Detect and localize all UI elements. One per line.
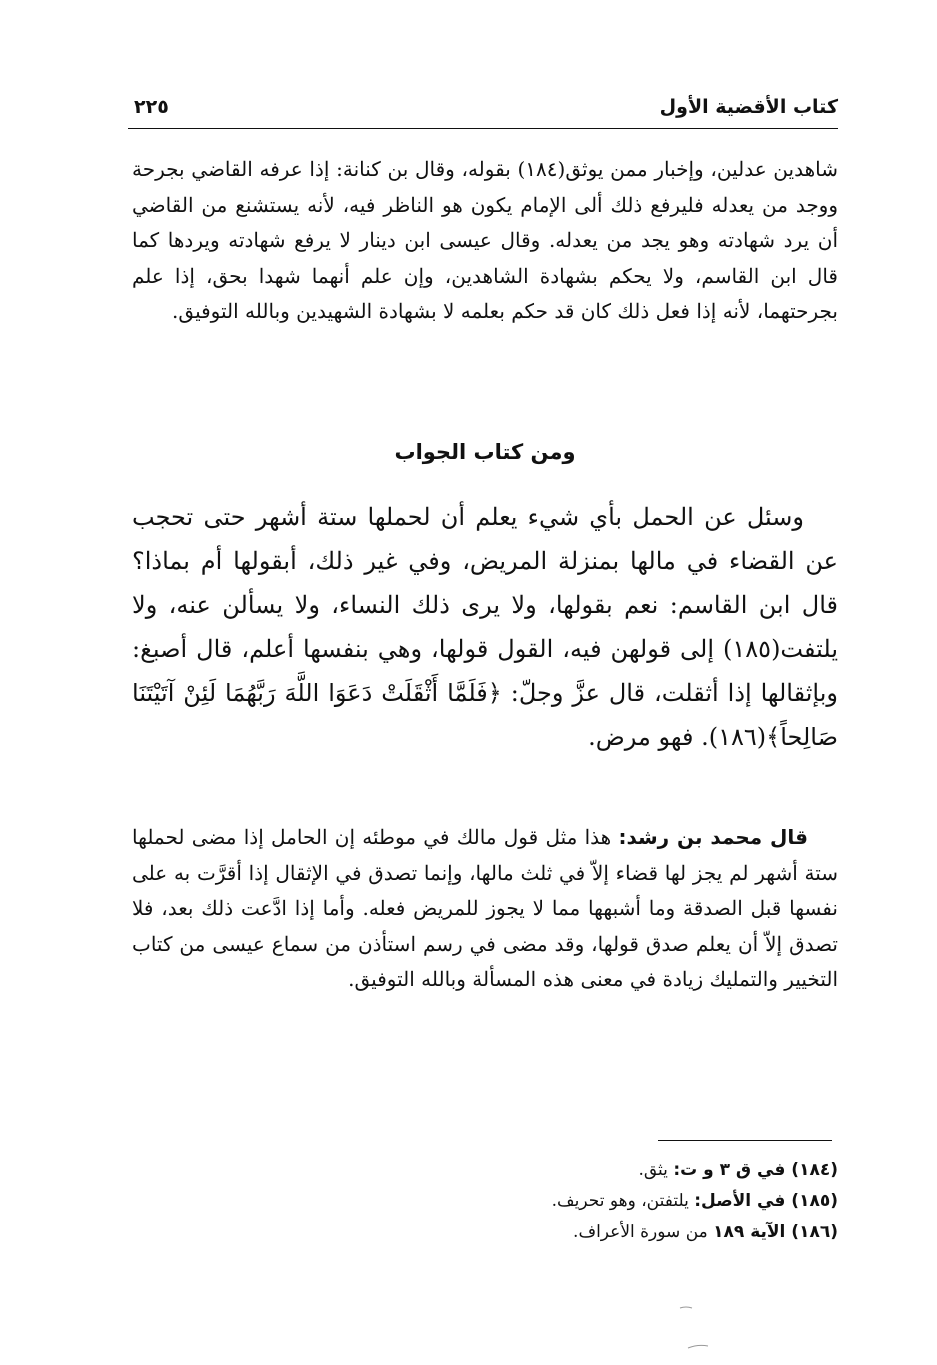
footnotes xyxy=(420,1155,838,1248)
book-title: كتاب الأقضية الأول xyxy=(659,96,838,118)
footnote-text: يثق. xyxy=(638,1160,674,1180)
footnote-label: (١٨٦) الآية ١٨٩ xyxy=(713,1222,838,1242)
scan-specks xyxy=(670,1300,730,1360)
page-number: ٢٢٥ xyxy=(134,96,169,118)
paragraph-text: شاهدين عدلين، وإخبار ممن يوثق(١٨٤) بقوله، وقال بن كنانة: إذا عرفه القاضي بجرحة ووجد من يعدله فليرفع ذلك ألى الإمام يكون هو الناظر فيه، لأنه يستشنع من القاضي أن يرد شهادته وهو يجد من يعدله. وقال عيسى ابن دينار لا يرفع شهادته ويردها كما قال ابن القاسم، ولا يحكم بشهادة الشاهدين، وإن علم أنهما شهدا بحق، إذا علم بجرحتهما، لأنه إذا فعل ذلك كان قد حكم بعلمه لا بشهادة الشهيدين وبالله التوفيق. xyxy=(132,157,839,323)
footnote-184 xyxy=(420,1155,838,1186)
footnote-185 xyxy=(420,1186,838,1217)
speck-mark xyxy=(680,1307,692,1308)
section-heading: ومن كتاب الجواب xyxy=(394,440,576,464)
footnote-text: من سورة الأعراف. xyxy=(573,1222,714,1242)
commentary-text: هذا مثل قول مالك في موطئه إن الحامل إذا مضى لحملها ستة أشهر لم يجز لها قضاء إلاّ في ثلث مالها، وإنما تصدق في الإثقال إذا أقرَّت به على نفسها قبل الصدقة وما أشبهها مما لا يجوز للمريض فعله. وأما إذا ادَّعت ذلك بعد، فلا تصدق إلاّ أن يعلم صدق قولها، وقد مضى في رسم استأذن من سماع عيسى من كتاب التخيير والتمليك زيادة في معنى هذه المسألة وبالله التوفيق. xyxy=(132,825,838,991)
question-ending: (١٨٦). فهو مرض. xyxy=(588,723,767,751)
commentary-paragraph xyxy=(132,820,838,998)
commentary-lead: قال محمد بن رشد: xyxy=(618,825,808,849)
footnote-text: يلتفتن، وهو تحريف. xyxy=(551,1191,695,1211)
running-header xyxy=(128,94,838,129)
speck-mark xyxy=(688,1345,708,1348)
quran-verse: ﴿فَلَمَّا أَثْقَلَتْ دَعَوَا اللَّهَ رَبَّهُمَا لَئِنْ آتَيْتَنَا صَالِحاً﴾ xyxy=(132,679,838,751)
question-paragraph xyxy=(132,495,838,759)
footnote-separator xyxy=(658,1140,832,1141)
paragraph-continued xyxy=(132,152,838,330)
footnote-label: (١٨٤) في ق ٣ و ت: xyxy=(673,1160,838,1180)
question-text: وسئل عن الحمل بأي شيء يعلم أن لحملها ستة أشهر حتى تحجب عن القضاء في مالها بمنزلة المريض، وفي غير ذلك، أبقولها أم بماذا؟ قال ابن القاسم: نعم بقولها، ولا يرى ذلك النساء، ولا يسألن عنه، ولا يلتفت(١٨٥) إلى قولهن فيه، القول قولها، وهي بنفسها أعلم، قال أصبغ: وبإثقالها إذا أثقلت، قال عزَّ وجلّ: xyxy=(132,503,838,707)
footnote-186 xyxy=(420,1217,838,1248)
footnote-label: (١٨٥) في الأصل: xyxy=(694,1191,838,1211)
